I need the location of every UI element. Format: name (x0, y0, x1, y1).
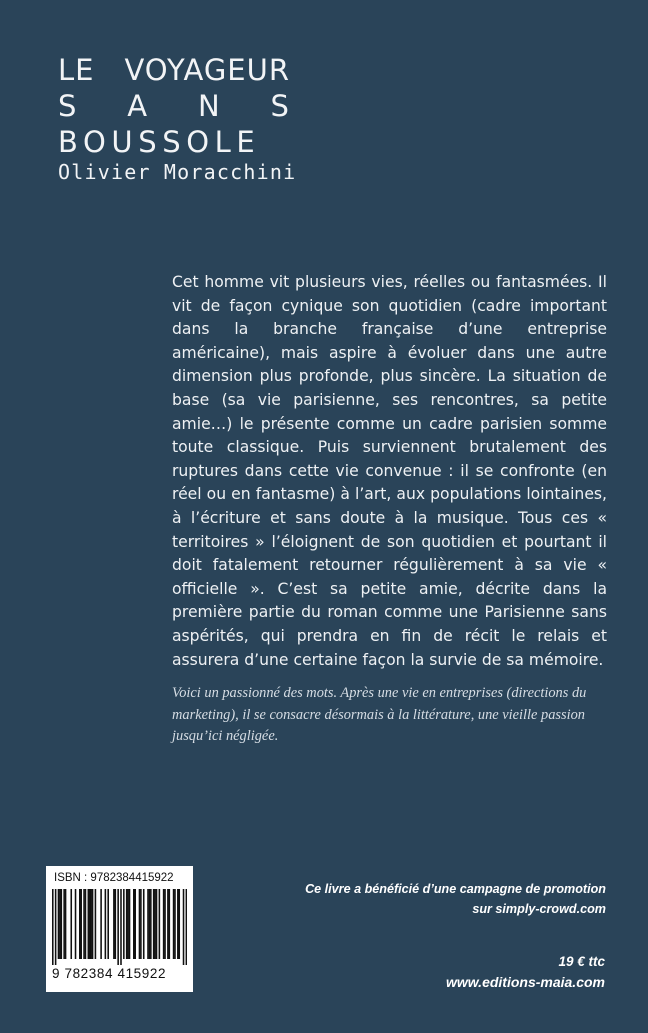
barcode-bar (75, 889, 77, 959)
barcode-bar (117, 889, 119, 965)
barcode-bar (65, 889, 67, 959)
barcode-bar (149, 889, 151, 959)
barcode-bar (107, 889, 109, 959)
barcode-bar (83, 889, 85, 959)
author-name: Olivier Moracchini (58, 160, 297, 184)
promotion-line-1: Ce livre a bénéficié d’une campagne de promotion (305, 882, 606, 896)
barcode-bar (126, 889, 128, 959)
barcode-bar (63, 889, 65, 959)
barcode-bar (139, 889, 141, 959)
barcode-bar (61, 889, 63, 959)
barcode-bar (169, 889, 171, 959)
title-letter: S (58, 89, 78, 123)
title-line-3 (58, 124, 290, 160)
title-line-2 (58, 88, 290, 124)
barcode-bar (52, 889, 54, 965)
barcode-bar (173, 889, 175, 959)
barcode-bar (174, 889, 176, 959)
barcode-bar (154, 889, 156, 959)
barcode-bar (134, 889, 136, 959)
barcode-bar (120, 889, 122, 965)
promotion-note (305, 879, 606, 919)
barcode-bar (183, 889, 185, 965)
barcode-bar (177, 889, 179, 959)
publisher-website: www.editions-maia.com (446, 974, 605, 990)
title-letter: S (270, 89, 290, 123)
barcode-bar (90, 889, 92, 959)
barcode-bar (88, 889, 90, 959)
barcode-bar (147, 889, 149, 959)
promotion-line-2: sur simply-crowd.com (472, 902, 606, 916)
barcode-bar (100, 889, 102, 959)
barcode-bar (85, 889, 87, 959)
barcode-bar (153, 889, 155, 959)
isbn-barcode (46, 866, 193, 992)
barcode-bar (127, 889, 129, 959)
barcode-bar (79, 889, 81, 959)
barcode-bar (58, 889, 60, 959)
barcode-bar (89, 889, 91, 959)
barcode-bar (115, 889, 117, 959)
isbn-label: ISBN : 9782384415922 (54, 872, 174, 884)
barcode-bar (164, 889, 166, 959)
title-word: BOUSSOLE (58, 125, 261, 159)
barcode-bar (129, 889, 131, 959)
barcode-bar (133, 889, 135, 959)
title-letter: A (127, 89, 149, 123)
barcode-bar (123, 889, 125, 959)
barcode-bar (163, 889, 165, 959)
barcode-bar (95, 889, 97, 959)
barcode-bar (167, 889, 169, 959)
cover-title-block (58, 52, 297, 184)
barcode-bar (55, 889, 57, 965)
barcode-bar (156, 889, 158, 959)
author-bio: Voici un passionné des mots. Après une vie en entreprises (directions du marketing), il se consacre désormais à la littérature, une vieille passion jusqu’ici négligée. (172, 685, 587, 745)
title-line-1 (58, 52, 290, 88)
title-word: LE (58, 53, 95, 87)
barcode-digits: 9 782384 415922 (52, 966, 167, 981)
price: 19 € ttc (558, 954, 605, 969)
barcode-bar (159, 889, 161, 959)
barcode-bar (140, 889, 142, 959)
barcode-bar (80, 889, 82, 959)
barcode-bars (52, 889, 187, 965)
barcode-bar (105, 889, 107, 959)
title-word: VOYAGEUR (124, 53, 290, 87)
barcode-bar (92, 889, 94, 959)
barcode-bar (113, 889, 115, 959)
barcode-bar (143, 889, 145, 959)
book-summary: Cet homme vit plusieurs vies, réelles ou fantasmées. Il vit de façon cynique son quotidien (cadre important dans la branche française d’une entreprise américaine), mais aspire à évoluer dans une autre dimension plus profonde, plus sincère. La situation de base (sa vie parisienne, ses rencontres, sa petite amie…) le présente comme un cadre parisien somme toute classique. Puis surviennent brutalement des ruptures dans cette vie convenue : il se confronte (en réel ou en fantasme) à l’art, aux populations lointaines, à l’écriture et sans doute à la musique. Tous ces « territoires » l’éloignent de son quotidien et pourtant il doit fatalement retourner régulièrement à sa vie « officielle ». C’est sa petite amie, décrite dans la première partie du roman comme une Parisienne sans aspérités, qui prendra en fin de récit le relais et assurera d’une certaine façon la survie de sa mémoire. (172, 273, 607, 669)
barcode-bar (178, 889, 180, 959)
barcode-bar (150, 889, 152, 959)
barcode-bar (59, 889, 61, 959)
title-letter: N (197, 89, 221, 123)
barcode-bar (70, 889, 72, 959)
barcode-bar (186, 889, 187, 965)
